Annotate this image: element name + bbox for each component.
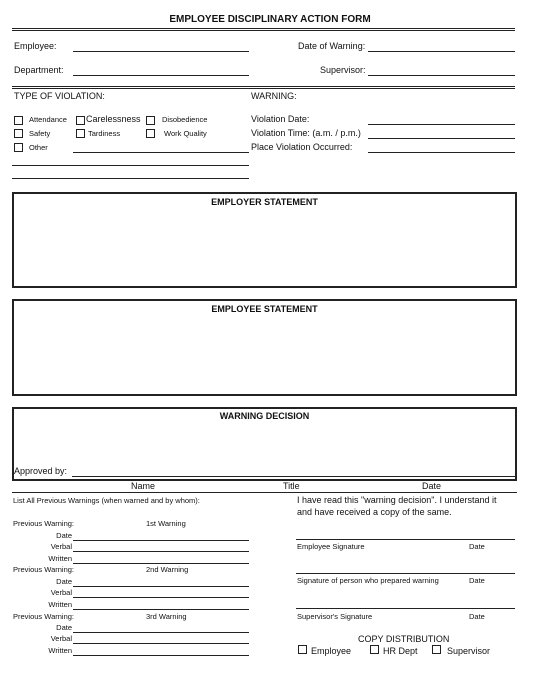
- date-label: Date: [422, 481, 442, 491]
- disobedience-checkbox[interactable]: [146, 116, 155, 125]
- third-verbal-field[interactable]: [73, 643, 249, 644]
- carelessness-checkbox[interactable]: [76, 116, 85, 125]
- third-warning-label: 3rd Warning: [146, 612, 187, 621]
- third-verbal-label: Verbal: [50, 634, 72, 643]
- employee-signature-date: Date: [469, 542, 485, 551]
- title-rule: [12, 28, 515, 29]
- third-date-field[interactable]: [73, 632, 249, 633]
- name-label: Name: [131, 481, 156, 491]
- warning-decision-box[interactable]: [12, 407, 517, 481]
- preparer-signature-date: Date: [469, 576, 485, 585]
- disobedience-label: Disobedience: [162, 115, 208, 124]
- employee-signature-label: Employee Signature: [297, 542, 365, 551]
- other-label: Other: [29, 143, 48, 152]
- previous-warning-label-1: Previous Warning:: [13, 519, 74, 528]
- tardiness-label: Tardiness: [88, 129, 121, 138]
- warning-heading: WARNING:: [251, 91, 297, 101]
- first-verbal-label: Verbal: [50, 542, 72, 551]
- warning-decision-title: WARNING DECISION: [219, 411, 310, 421]
- previous-warnings-heading: List All Previous Warnings (when warned and by whom):: [13, 496, 200, 505]
- section-rule-2: [12, 88, 515, 89]
- supervisor-label: Supervisor:: [320, 65, 366, 75]
- first-date-field[interactable]: [73, 540, 249, 541]
- acknowledgement-line-2: and have received a copy of the same.: [297, 507, 452, 517]
- second-written-field[interactable]: [73, 609, 249, 610]
- department-label: Department:: [14, 65, 64, 75]
- third-written-field[interactable]: [73, 655, 249, 656]
- third-date-label: Date: [56, 623, 72, 632]
- safety-checkbox[interactable]: [14, 129, 23, 138]
- work-quality-checkbox[interactable]: [146, 129, 155, 138]
- first-written-field[interactable]: [73, 563, 249, 564]
- supervisor-field[interactable]: [368, 75, 515, 76]
- title-label: Title: [283, 481, 300, 491]
- previous-warning-label-3: Previous Warning:: [13, 612, 74, 621]
- first-date-label: Date: [56, 531, 72, 540]
- title-rule-2: [12, 30, 515, 31]
- second-date-field[interactable]: [73, 586, 249, 587]
- attendance-label: Attendance: [29, 115, 67, 124]
- form-title: EMPLOYEE DISCIPLINARY ACTION FORM: [169, 14, 371, 25]
- acknowledgement-line-1: I have read this "warning decision". I understand it: [297, 495, 497, 505]
- date-of-warning-field[interactable]: [368, 51, 515, 52]
- place-label: Place Violation Occurred:: [251, 142, 353, 152]
- violation-date-label: Violation Date:: [251, 114, 310, 124]
- copy-hr-checkbox[interactable]: [370, 645, 379, 654]
- employee-signature-field[interactable]: [296, 539, 515, 540]
- tardiness-checkbox[interactable]: [76, 129, 85, 138]
- second-warning-label: 2nd Warning: [146, 565, 189, 574]
- employee-statement-box[interactable]: [12, 299, 517, 396]
- copy-supervisor-checkbox[interactable]: [432, 645, 441, 654]
- copy-employee-checkbox[interactable]: [298, 645, 307, 654]
- first-warning-label: 1st Warning: [146, 519, 186, 528]
- first-written-label: Written: [48, 554, 72, 563]
- violation-time-field[interactable]: [368, 138, 515, 139]
- copy-employee-label: Employee: [311, 646, 352, 656]
- second-verbal-label: Verbal: [50, 588, 72, 597]
- employer-statement-box[interactable]: [12, 192, 517, 288]
- place-field[interactable]: [368, 152, 515, 153]
- second-date-label: Date: [56, 577, 72, 586]
- third-written-label: Written: [48, 646, 72, 655]
- second-written-label: Written: [48, 600, 72, 609]
- second-verbal-field[interactable]: [73, 597, 249, 598]
- attendance-checkbox[interactable]: [14, 116, 23, 125]
- violation-line-2[interactable]: [12, 178, 249, 179]
- other-checkbox[interactable]: [14, 143, 23, 152]
- violation-heading: TYPE OF VIOLATION:: [14, 91, 105, 101]
- approved-by-field[interactable]: [72, 476, 516, 477]
- decision-rule: [12, 492, 517, 493]
- employee-label: Employee:: [14, 41, 57, 51]
- section-rule: [12, 86, 515, 87]
- department-field[interactable]: [73, 75, 249, 76]
- supervisor-signature-label: Supervisor's Signature: [297, 612, 373, 621]
- supervisor-signature-date: Date: [469, 612, 485, 621]
- previous-warning-label-2: Previous Warning:: [13, 565, 74, 574]
- other-field[interactable]: [73, 152, 249, 153]
- copy-distribution-heading: COPY DISTRIBUTION: [358, 634, 450, 644]
- copy-supervisor-label: Supervisor: [447, 646, 491, 656]
- approved-by-label: Approved by:: [14, 466, 68, 476]
- first-verbal-field[interactable]: [73, 551, 249, 552]
- employee-statement-title: EMPLOYEE STATEMENT: [211, 304, 318, 314]
- violation-date-field[interactable]: [368, 124, 515, 125]
- supervisor-signature-field[interactable]: [296, 608, 515, 609]
- work-quality-label: Work Quality: [164, 129, 207, 138]
- date-of-warning-label: Date of Warning:: [298, 41, 366, 51]
- violation-time-label: Violation Time: (a.m. / p.m.): [251, 128, 361, 138]
- carelessness-label: Carelessness: [86, 114, 141, 124]
- employer-statement-title: EMPLOYER STATEMENT: [211, 197, 318, 207]
- employee-field[interactable]: [73, 51, 249, 52]
- violation-line-1[interactable]: [12, 165, 249, 166]
- preparer-signature-field[interactable]: [296, 573, 515, 574]
- copy-hr-label: HR Dept: [383, 646, 418, 656]
- safety-label: Safety: [29, 129, 51, 138]
- preparer-signature-label: Signature of person who prepared warning: [297, 576, 439, 585]
